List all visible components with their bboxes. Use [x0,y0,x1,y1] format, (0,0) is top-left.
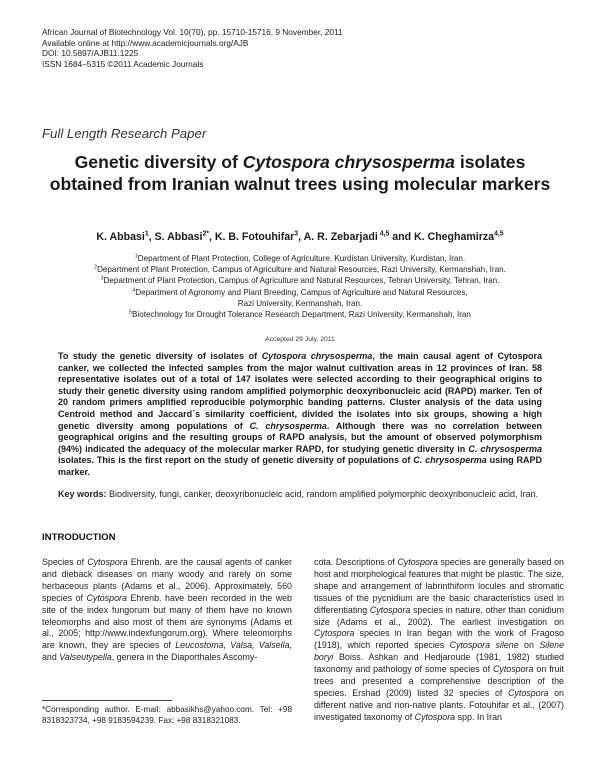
author: S. Abbasi$^{2*}$, [154,230,215,243]
keywords [58,489,542,501]
author: K. Cheghamirza$^{4,5}$ [414,230,504,243]
author: A. R. Zebarjadi $^{4,5}$ and [303,230,414,243]
body-column-left: Species of Cytospora Ehrenb. are the causal agents of canker and dieback diseases on many woody and rarely on some herbaceous plants (Adams et al., 2006). Approximately, 560 species of Cytospora Ehrenb. have been recorded in the web site of the index fungorum but many of them have no known teleomorphs and also most of them are synonyms (Adams et al., 2005; http://www.indexfungorum.org). Where teleomorphs are known, they are species of Leucostoma, Valsa, Valsella, and Valseutypella, genera in the Diaporthales Ascomy- [42,557,292,663]
doi: DOI: 10.5897/AJB11.1225 [42,48,139,58]
abstract: To study the genetic diversity of isolates of Cytospora chrysosperma, the main causal agent of Cytospora canker, we collected the infected samples from the major walnut cultivation areas in 12 provinces of Iran. 58 representative isolates out of a total of 147 isolates were selected according to their geographical origins to study their genetic diversity using random amplified polymorphic deoxyribonucleic acid (RAPD) marker. Ten of 20 random primers amplified reproducible polymorphic banding patterns. Cluster analysis of the data using Centroid method and Jaccard´s similarity coefficient, divided the isolates into six groups, showing a high genetic diversity among populations of C. chrysosperma. Although there was no correlation between geographical origins and the resulting groups of RAPD analysis, but the amount of observed polymorphism (94%) indicated the adequacy of the molecular marker RAPD, for studying genetic diversity in C. chrysosperma isolates. This is the first report on the study of genetic diversity of populations of C. chrysosperma using RAPD marker. [58,351,542,477]
author-list [40,231,560,243]
journal-header [42,27,343,69]
issn: ISSN 1684–5315 ©2011 Academic Journals [42,58,204,69]
affiliation: $^5$Biotechnology for Drought Tolerance Research Department, Razi University, Kermanshah, Iran [129,309,471,320]
keywords-text: Biodiversity, fungi, canker, deoxyribonucleic acid, random amplified polymorphic deoxyribonucleic acid, Iran. [106,489,539,499]
accepted-date: Accepted 29 July, 2011 [265,336,335,343]
affiliation: $^2$Department of Plant Protection, Campus of Agriculture and Natural Resources, Razi University, Kermanshah, Iran. [94,264,506,275]
affiliation: Razi University, Kermanshah, Iran. [237,298,363,308]
title-text-2: isolates obtained from Iranian walnut trees using molecular markers [49,152,551,194]
title-species: Cytospora chrysosperma [242,152,455,172]
affiliations [40,253,560,320]
title-text-1: Genetic diversity of [74,152,243,172]
journal-citation: African Journal of Biotechnology Vol. 10(70), pp. 15710-15716, 9 November, 2011 [42,27,343,37]
affiliation: $^4$Department of Agronomy and Plant Breeding, Campus of Agriculture and Natural Resources, [132,286,468,297]
author: K. B. Fotouhifar$^3$, [214,230,304,243]
footnote-divider [42,700,172,701]
affiliation: $^1$Department of Plant Protection, College of Agriculture, Kurdistan University, Kurdistan, Iran. [134,253,466,263]
author: K. Abbasi$^1$, [96,230,155,243]
section-heading: INTRODUCTION [42,532,116,543]
journal-url: Available online at http://www.academicjournals.org/AJB [42,37,249,48]
affiliation: $^3$Department of Plant Protection, Campus of Agriculture and Natural Resources, Tehran University, Tehran, Iran. [100,275,500,286]
corresponding-author-footnote: *Corresponding author. E-mail: abbasikhs@yahoo.com. Tel: +98 8318323734, +98 9183594239. Fax: +98 8318321083. [42,705,292,725]
keywords-label: Key words: [58,489,107,499]
paper-title [40,151,560,195]
body-column-right: cota. Descriptions of Cytospora species are generally based on host and morphological features that might be plastic. The size, shape and arrangement of labrinthiform locules and stromatic tissues of the pycnidium are the basic characteristics used in differentiating Cytospora species in nature, other than conidium size (Adams et al., 2002). The earliest investigation on Cytospora species in Iran began with the work of Fragoso (1918), which reported species Cytospora silene on Silene boryi Boiss. Ashkan and Hedjaroude (1981, 1982) studied taxonomy and pathology of some species of Cytospora on fruit trees and presented a comprehensive description of the species. Ershad (2009) listed 32 species of Cytospora on different native and non-native plants. Fotouhifar et al., (2007) investigated taxonomy of Cytospora spp. In Iran [314,557,564,722]
paper-type: Full Length Research Paper [42,126,207,141]
